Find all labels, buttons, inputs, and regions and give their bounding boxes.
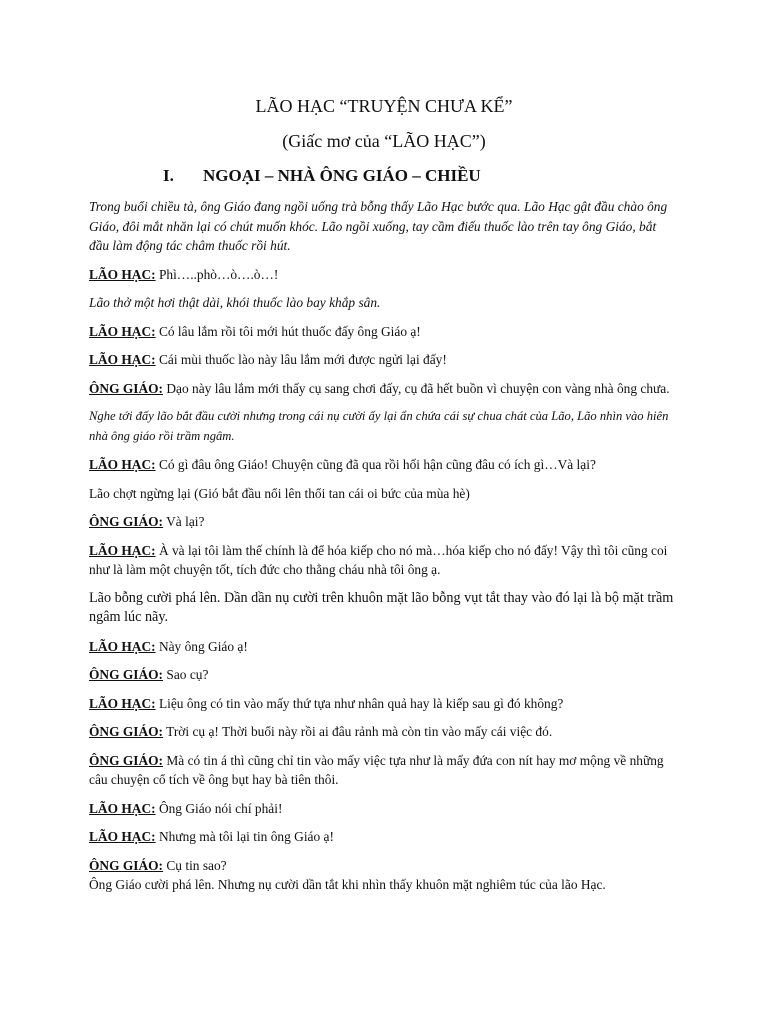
- speaker-name: ÔNG GIÁO:: [89, 752, 164, 768]
- dialogue-line: [89, 541, 677, 580]
- speaker-name: LÃO HẠC:: [89, 266, 156, 282]
- dialogue-text: Cái mùi thuốc lào này lâu lắm mới được ngửi lại đấy!: [155, 352, 447, 367]
- speaker-name: LÃO HẠC:: [89, 352, 156, 367]
- dialogue-line: [89, 799, 677, 819]
- speaker-name: LÃO HẠC:: [89, 542, 156, 558]
- speaker-name: LÃO HẠC:: [89, 638, 156, 654]
- dialogue-line: [89, 665, 677, 685]
- section-title: NGOẠI – NHÀ ÔNG GIÁO – CHIỀU: [203, 166, 481, 185]
- dialogue-line: [89, 856, 677, 876]
- dialogue-text: Nhưng mà tôi lại tin ông Giáo ạ!: [155, 829, 334, 844]
- dialogue-text: Cụ tin sao?: [163, 857, 227, 873]
- section-heading: [163, 165, 481, 187]
- dialogue-text: Liệu ông có tin vào mấy thứ tựa như nhân quả hay là kiếp sau gì đó không?: [155, 695, 564, 711]
- dialogue-text: Ông Giáo nói chí phải!: [155, 800, 283, 816]
- dialogue-text: Và lại?: [163, 514, 205, 529]
- dialogue-text: Có gì đâu ông Giáo! Chuyện cũng đã qua rồi hối hận cũng đâu có ích gì…Và lại?: [155, 457, 596, 472]
- dialogue-line: [89, 512, 677, 532]
- dialogue-line: [89, 322, 677, 342]
- document-title: LÃO HẠC “TRUYỆN CHƯA KỂ”: [255, 96, 513, 116]
- dialogue-text: Sao cụ?: [163, 667, 209, 682]
- dialogue-text: Có lâu lắm rồi tôi mới hút thuốc đấy ông Giáo ạ!: [155, 323, 421, 339]
- dialogue-line: [89, 751, 677, 790]
- speaker-name: LÃO HẠC:: [89, 829, 156, 844]
- speaker-name: ÔNG GIÁO:: [89, 667, 164, 682]
- dialogue-line: [89, 827, 677, 847]
- speaker-name: LÃO HẠC:: [89, 323, 156, 339]
- speaker-name: ÔNG GIÁO:: [89, 514, 164, 529]
- document-subtitle: (Giấc mơ của “LÃO HẠC”): [282, 131, 486, 151]
- narration: Ông Giáo cười phá lên. Nhưng nụ cười dần tắt khi nhìn thấy khuôn mặt nghiêm túc của lão Hạc.: [89, 877, 606, 892]
- speaker-name: ÔNG GIÁO:: [89, 380, 164, 396]
- dialogue-text: Mà có tin á thì cũng chỉ tin vào mấy việc tựa như là mấy đứa con nít hay mơ mộng về những câu chuyện cổ tích về ông bụt hay bà tiên thôi.: [89, 752, 664, 787]
- dialogue-text: À và lại tôi làm thế chính là để hóa kiếp cho nó mà…hóa kiếp cho nó đấy! Vậy thì tôi cũng coi như là làm một chuyện tốt, tích đức cho thằng cháu nhà tôi ông ạ.: [89, 542, 668, 577]
- dialogue-text: Trời cụ ạ! Thời buổi này rồi ai đâu rảnh mà còn tin vào mấy cái việc đó.: [163, 724, 553, 739]
- speaker-name: ÔNG GIÁO:: [89, 724, 164, 739]
- stage-direction: Nghe tới đấy lão bắt đầu cười nhưng trong cái nụ cười ấy lại ẩn chứa cái sự chua chát của Lão, Lão nhìn vào hiên nhà ông giáo rồi trầm ngâm.: [89, 409, 669, 443]
- dialogue-line: [89, 350, 677, 370]
- speaker-name: ÔNG GIÁO:: [89, 857, 164, 873]
- dialogue-line: [89, 694, 677, 714]
- narration: Lão chợt ngừng lại (Gió bắt đầu nổi lên thổi tan cái oi bức của mùa hè): [89, 485, 470, 501]
- dialogue-line: [89, 722, 677, 742]
- dialogue-line: [89, 637, 677, 657]
- dialogue-line: [89, 265, 677, 285]
- dialogue-line: [89, 379, 677, 399]
- stage-direction: Lão thở một hơi thật dài, khói thuốc lào bay khắp sân.: [89, 295, 381, 310]
- dialogue-line: [89, 455, 677, 475]
- stage-direction: Trong buổi chiều tà, ông Giáo đang ngồi uống trà bỗng thấy Lão Hạc bước qua. Lão Hạc gật đầu chào ông Giáo, đôi mắt nhăn lại có chút muốn khóc. Lão ngồi xuống, tay cầm điếu thuốc lào trên tay ông Giáo, bắt đầu làm động tác châm thuốc rồi hút.: [89, 199, 668, 253]
- narration: Lão bỗng cười phá lên. Dần dần nụ cười trên khuôn mặt lão bỗng vụt tắt thay vào đó lại là bộ mặt trầm ngâm lúc nãy.: [89, 589, 674, 625]
- speaker-name: LÃO HẠC:: [89, 457, 156, 472]
- section-number: I.: [163, 166, 174, 185]
- dialogue-text: Dạo này lâu lắm mới thấy cụ sang chơi đấy, cụ đã hết buồn vì chuyện con vàng nhà ông chưa.: [163, 380, 670, 396]
- script-body: [89, 197, 677, 904]
- speaker-name: LÃO HẠC:: [89, 695, 156, 711]
- dialogue-text: Phì…..phò…ò….ò…!: [155, 266, 279, 282]
- dialogue-text: Này ông Giáo ạ!: [155, 638, 248, 654]
- speaker-name: LÃO HẠC:: [89, 800, 156, 816]
